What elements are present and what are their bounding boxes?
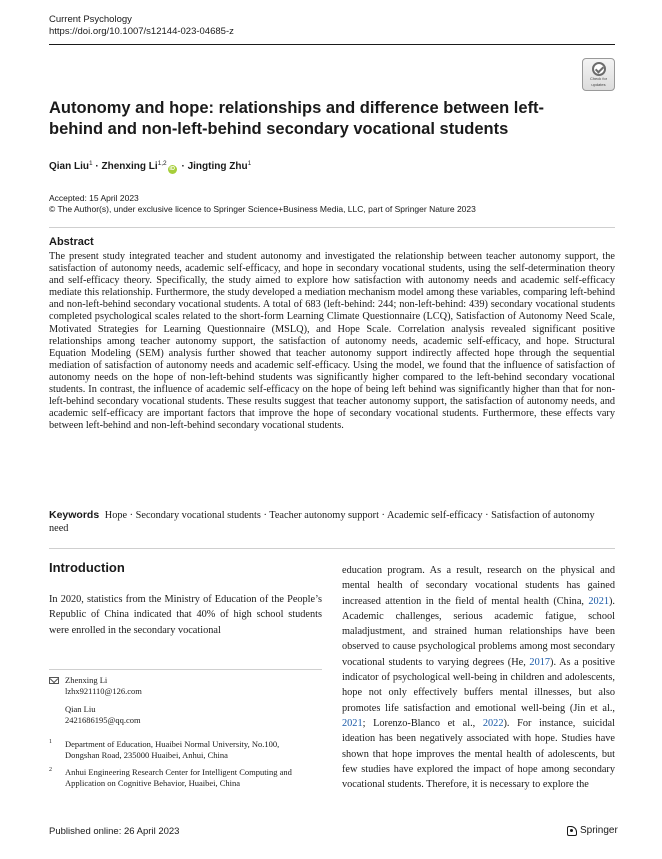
affiliation-number: 1 — [49, 739, 52, 745]
introduction-column-2 — [342, 563, 615, 792]
accepted-date: Accepted: 15 April 2023 — [49, 193, 139, 203]
author-affiliation-mark: 1 — [89, 160, 93, 167]
citation-link[interactable]: 2017 — [529, 656, 551, 668]
paragraph-text: education program. As a result, research on the physical and mental health of secondary vocational students has gained increased attention in the field of mental health (China, — [342, 565, 615, 607]
publisher-name: Springer — [580, 825, 618, 836]
section-divider — [49, 548, 615, 549]
copyright-line: © The Author(s), under exclusive licence to Springer Science+Business Media, LLC, part of Springer Nature 2023 — [49, 204, 476, 214]
publisher-logo — [567, 825, 618, 836]
author-affiliation-mark: 1 — [247, 160, 252, 167]
introduction-heading: Introduction — [49, 560, 125, 575]
affiliation-number: 2 — [49, 767, 52, 773]
keywords-label: Keywords — [49, 509, 100, 521]
paragraph-text: ). Academic challenges, serious academic fatigue, school maladjustment, and strained human relationships have been observed to cause psychological problems among most secondary vocational students to varying degrees (He, — [342, 595, 615, 668]
header-divider — [49, 44, 615, 45]
author-separator: · — [178, 161, 188, 172]
springer-horse-icon — [567, 826, 577, 836]
check-for-updates-badge[interactable] — [582, 58, 615, 91]
author-name[interactable]: Jingting Zhu — [187, 161, 248, 172]
footnote-divider — [49, 669, 322, 670]
section-divider — [49, 227, 615, 228]
affiliation-text: Department of Education, Huaibei Normal University, No.100, Dongshan Road, 235000 Huaibei, Anhui, China — [65, 739, 280, 760]
envelope-icon — [49, 677, 59, 684]
paragraph-text: ). As a positive indicator of psychological well-being in children and adolescents, hope not only effectively buffers mental illnesses, but also promotes life satisfaction and emotional well-being (Jin et al., — [342, 656, 616, 714]
author-list — [49, 157, 251, 174]
citation-link[interactable]: 2021 — [588, 595, 609, 607]
published-date: Published online: 26 April 2023 — [49, 826, 180, 837]
author-separator: · — [92, 161, 102, 172]
check-badge-line1: Check for — [589, 76, 608, 81]
keywords-block — [49, 509, 615, 535]
orcid-icon[interactable]: iD — [169, 166, 175, 172]
author-affiliation-mark: 1,2 — [157, 160, 167, 167]
corresponding-author-email[interactable]: 2421686195@qq.com — [65, 715, 141, 725]
abstract-heading: Abstract — [49, 236, 94, 248]
author-name[interactable]: Zhenxing Li — [101, 161, 158, 172]
abstract-body: The present study integrated teacher and student autonomy and investigated the relationship between teacher autonomy support, the satisfaction of autonomy needs, academic self-efficacy, and hope in secondary vocational students, using the self-determination theory and self-efficacy theory. Specifically, the study aimed to explore how satisfaction with autonomy needs and academic self-efficacy mediate this relationship. Furthermore, the study developed a mediation mechanism model among these variables, comparing left-behind and non-left-behind secondary vocational students. A total of 683 (left-behind: 244; non-left-behind: 439) secondary vocational students completed psychological scales related to the short-form Learning Climate Questionnaire (LCQ), Satisfaction of Autonomy Need Scale, Motivated Strategies for Learning Questionnaire (MSLQ), and Hope Scale. Correlation analysis revealed significant positive relationships among teacher autonomy support, the satisfaction of autonomy needs, academic self-efficacy, and hope. Structural Equation Modeling (SEM) analysis further showed that teacher autonomy support indirectly affected hope through the sequential mediation of satisfaction of autonomy needs and academic self-efficacy. Using the model, we found that the influence of satisfaction of autonomy needs on the hope of non-left-behind students was significantly higher compared to the left-behind secondary vocational students. In contrast, the influence of academic self-efficacy on the hope of being left behind was significantly higher than that for non-left-behind secondary vocational students. These results suggest that teacher autonomy support, the satisfaction of autonomy needs, and academic self-efficacy are important factors that improve the hope of secondary vocational students. Furthermore, these effects vary between left-behind and non-left-behind secondary vocational students. — [49, 251, 615, 432]
affiliation-text: Anhui Engineering Research Center for Intelligent Computing and Application on Cognitive Behavior, Huaibei, China — [65, 767, 292, 788]
article-title: Autonomy and hope: relationships and difference between left-behind and non-left-behind secondary vocational students — [49, 99, 545, 138]
corresponding-author-name: Zhenxing Li — [65, 675, 108, 685]
corresponding-author-email[interactable]: lzhx921110@126.com — [65, 686, 142, 696]
paragraph-text: ; Lorenzo-Blanco et al., — [362, 717, 483, 729]
introduction-column-1: In 2020, statistics from the Ministry of Education of the People’s Republic of China indicated that 40% of high school students were enrolled in the secondary vocational — [49, 594, 322, 636]
citation-link[interactable]: 2022 — [482, 717, 504, 729]
corresponding-author-name: Qian Liu — [65, 704, 96, 714]
check-badge-line2: updates — [591, 81, 606, 87]
journal-name: Current Psychology — [49, 14, 132, 25]
check-icon — [592, 62, 606, 76]
author-name[interactable]: Qian Liu — [49, 161, 89, 172]
keywords-text: Hope · Secondary vocational students · Teacher autonomy support · Academic self-efficacy · Satisfaction of autonomy need — [49, 510, 595, 534]
doi-link[interactable]: https://doi.org/10.1007/s12144-023-04685-z — [49, 26, 234, 37]
citation-link[interactable]: 2021 — [342, 717, 363, 729]
paragraph-text: ). For instance, suicidal ideation has been negatively associated with hope. Studies have shown that hope improves the mental health of adolescents, but few studies have explored the impact of hope among secondary vocational students. Therefore, it is necessary to explore the — [342, 717, 615, 791]
